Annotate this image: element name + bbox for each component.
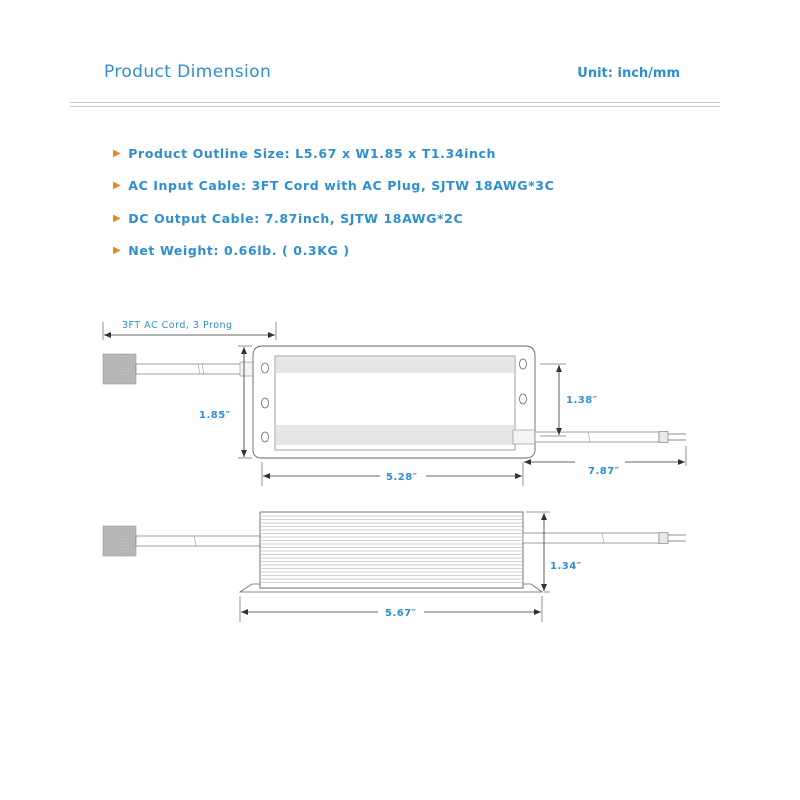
overall-length-label: 5.67″ [385, 608, 417, 619]
cable-grommet-output [513, 430, 535, 444]
page-title: Product Dimension [104, 62, 272, 82]
body-length-label: 5.28″ [386, 472, 418, 483]
spec-text: AC Input Cable: 3FT Cord with AC Plug, SJTW 18AWG*3C [128, 178, 555, 194]
housing-profile [260, 512, 523, 588]
mounting-hole [262, 398, 269, 408]
triangle-bullet-icon: ▶ [113, 147, 122, 159]
triangle-bullet-icon: ▶ [113, 245, 122, 257]
mounting-hole [262, 432, 269, 442]
triangle-bullet-icon: ▶ [113, 212, 122, 224]
triangle-bullet-icon: ▶ [113, 180, 122, 192]
width-dimension-label: 1.85″ [199, 410, 231, 421]
output-cable-label: 7.87″ [588, 466, 620, 477]
spec-text: DC Output Cable: 7.87inch, SJTW 18AWG*2C [128, 210, 464, 226]
unit-label: Unit: inch/mm [577, 66, 680, 81]
mounting-hole [262, 363, 269, 373]
dc-output-cable [523, 533, 659, 543]
ac-plug [103, 354, 136, 384]
cable-tip [659, 533, 668, 544]
ac-cord [136, 536, 260, 546]
spec-text: Product Outline Size: L5.67 x W1.85 x T1.34inch [128, 145, 497, 161]
housing-label-area [276, 374, 514, 424]
mounting-hole [520, 394, 527, 404]
spec-text: Net Weight: 0.66lb. ( 0.3KG ) [128, 243, 350, 259]
mounting-hole [520, 359, 527, 369]
thickness-label: 1.34″ [550, 561, 582, 572]
side-view [103, 512, 686, 622]
mount-spacing-label: 1.38″ [566, 395, 598, 406]
ac-plug [103, 526, 136, 556]
ac-cord [136, 364, 252, 374]
cable-tip [659, 432, 668, 443]
cord-label: 3FT AC Cord, 3 Prong [122, 320, 233, 331]
dc-output-cable [535, 432, 659, 442]
top-view [103, 320, 686, 486]
